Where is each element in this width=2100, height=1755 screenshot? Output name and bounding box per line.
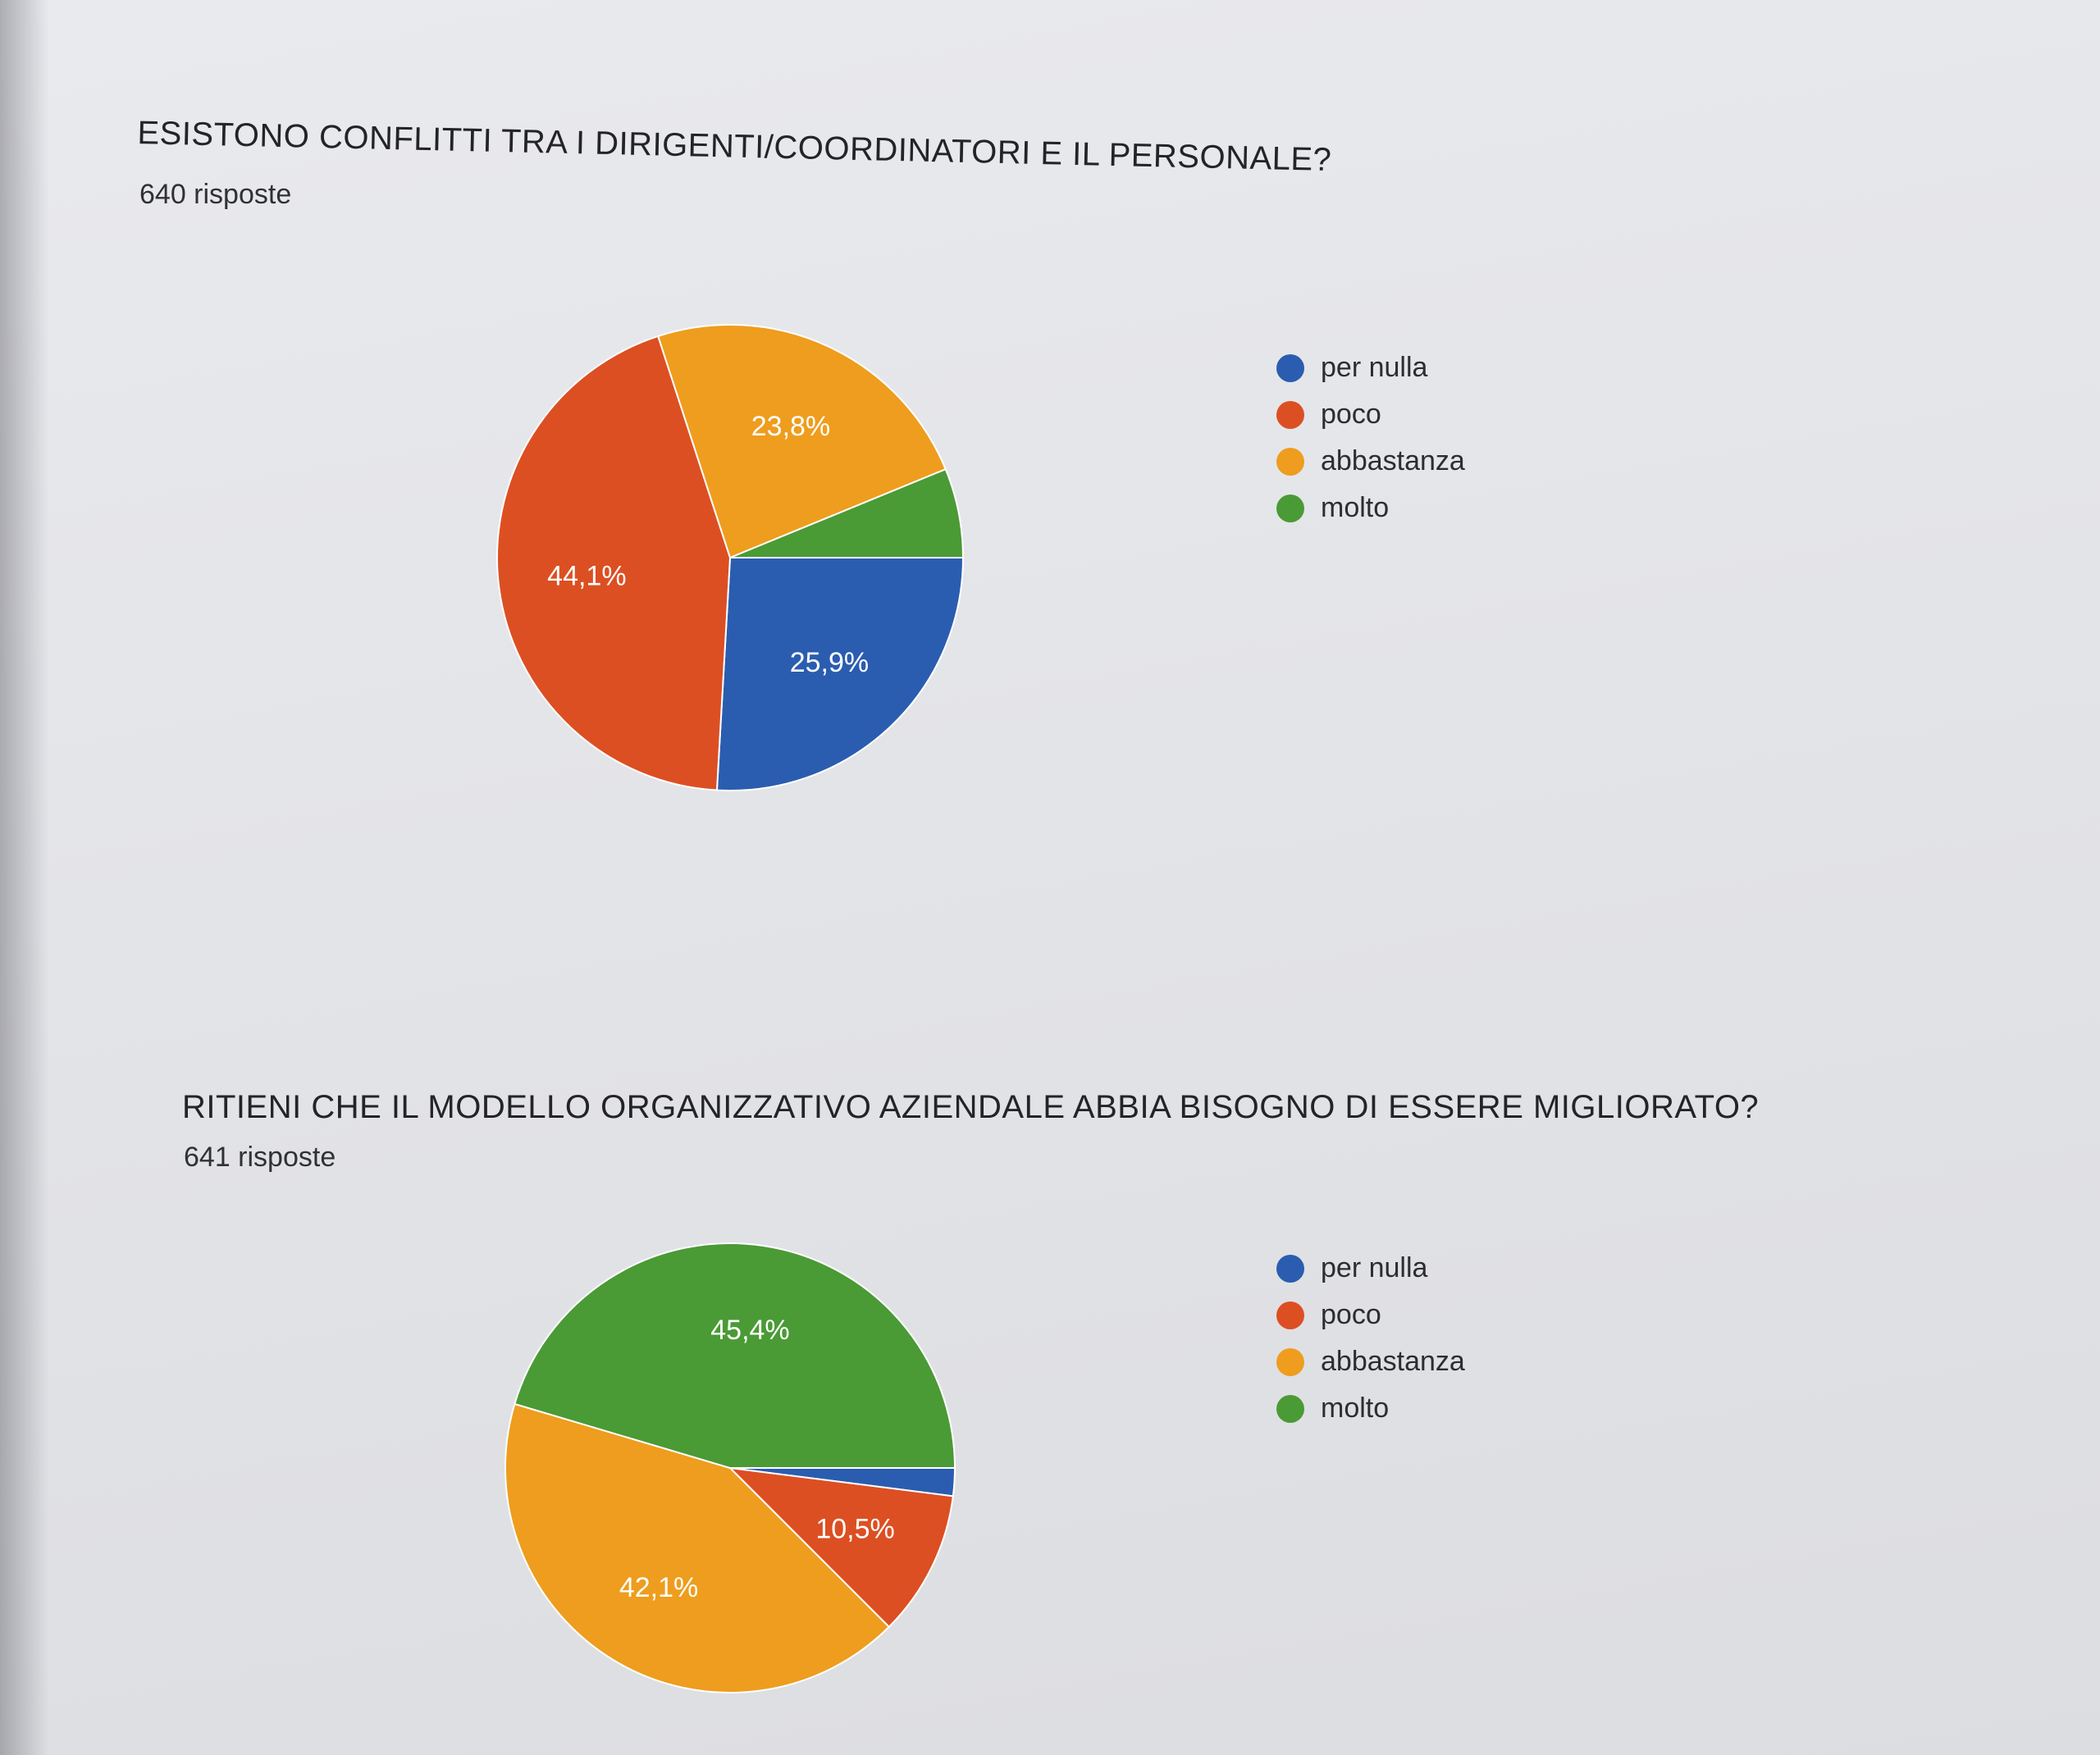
legend-item-molto	[1276, 485, 1465, 531]
legend-label: per nulla	[1321, 352, 1428, 383]
slice-label-poco: 44,1%	[547, 560, 627, 592]
slice-label-molto: 45,4%	[710, 1314, 790, 1346]
response-count: 640 risposte	[139, 179, 292, 210]
legend-swatch	[1276, 401, 1304, 429]
slice-label-abbastanza: 42,1%	[619, 1571, 699, 1603]
legend-label: molto	[1321, 492, 1390, 523]
legend-item-poco	[1276, 391, 1465, 438]
legend-swatch	[1276, 448, 1304, 476]
legend-label: abbastanza	[1321, 445, 1465, 476]
legend-label: molto	[1321, 1393, 1390, 1424]
slice-label-poco: 10,5%	[815, 1513, 895, 1545]
legend-item-abbastanza	[1276, 438, 1465, 485]
pie-chart	[492, 320, 968, 795]
chart-title: ESISTONO CONFLITTI TRA I DIRIGENTI/COORDINATORI E IL PERSONALE?	[137, 115, 1332, 179]
chart-legend	[1276, 344, 1465, 531]
legend-label: poco	[1321, 399, 1381, 430]
legend-item-abbastanza	[1276, 1338, 1465, 1385]
legend-swatch	[1276, 1348, 1304, 1376]
legend-swatch	[1276, 354, 1304, 382]
legend-item-molto	[1276, 1385, 1465, 1432]
chart-legend	[1276, 1245, 1465, 1432]
legend-swatch	[1276, 1301, 1304, 1329]
legend-item-per-nulla	[1276, 344, 1465, 391]
pie-chart	[500, 1238, 960, 1698]
legend-label: poco	[1321, 1299, 1381, 1330]
legend-item-poco	[1276, 1292, 1465, 1338]
legend-swatch	[1276, 1255, 1304, 1283]
slice-label-per-nulla: 25,9%	[789, 646, 870, 678]
slice-label-abbastanza: 23,8%	[751, 411, 831, 443]
chart-title: RITIENI CHE IL MODELLO ORGANIZZATIVO AZIENDALE ABBIA BISOGNO DI ESSERE MIGLIORATO?	[182, 1089, 1760, 1125]
legend-label: per nulla	[1321, 1252, 1428, 1283]
legend-item-per-nulla	[1276, 1245, 1465, 1292]
chart-card-modello-organizzativo	[0, 968, 2100, 1755]
response-count: 641 risposte	[184, 1142, 336, 1173]
legend-swatch	[1276, 495, 1304, 522]
legend-label: abbastanza	[1321, 1346, 1465, 1377]
legend-swatch	[1276, 1395, 1304, 1423]
